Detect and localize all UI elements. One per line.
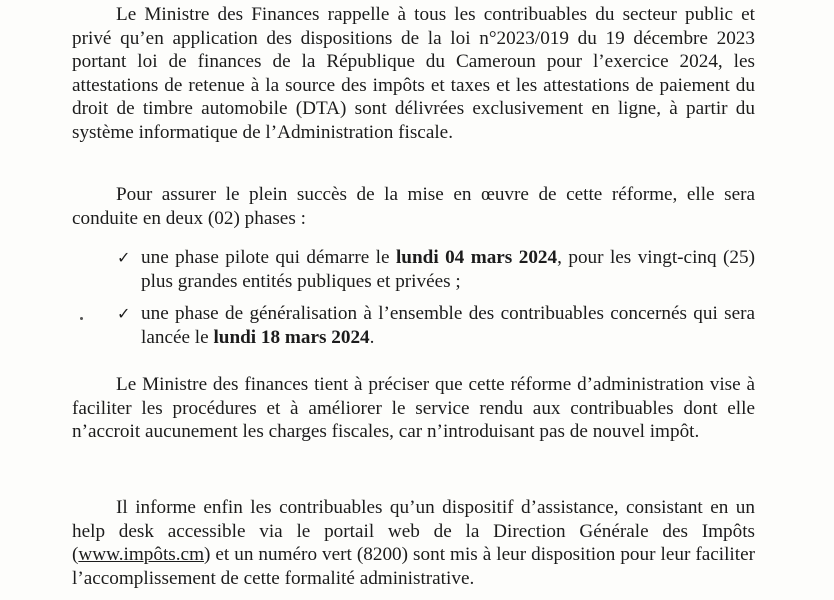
bullet-date: lundi 04 mars 2024	[395, 247, 558, 268]
phase-list	[117, 246, 755, 349]
assistance-text-after: ) et un numéro vert (8200) sont mis à leur disposition pour leur faciliter l’accomplissement de cette formalité administrative.	[72, 544, 755, 589]
bullet-text-before: une phase pilote qui démarre le	[141, 247, 396, 268]
checkmark-icon: ✓	[117, 248, 131, 267]
assistance-text-before: Il informe enfin les contribuables qu’un dispositif d’assistance, consistant en un help desk accessible via le portail web de la Direction Générale des Impôts (	[72, 497, 755, 566]
paragraph-legal-reminder: Le Ministre des Finances rappelle à tous les contribuables du secteur public et privé qu’en application des dispositions de la loi n°2023/019 du 19 décembre 2023 portant loi de finances de la République du Cameroun pour l’exercice 2024, les attestations de retenue à la source des impôts et taxes et les attestations de paiement du droit de timbre automobile (DTA) sont délivrées exclusivement en ligne, à partir du système informatique de l’Administration fiscale.	[72, 4, 755, 143]
list-item-pilot-phase	[117, 246, 755, 293]
paragraph-reform-purpose: Le Ministre des finances tient à préciser que cette réforme d’administration vise à faciliter les procédures et à améliorer le service rendu aux contribuables dont elle n’accroit aucunement les charges fiscales, car n’introduisant pas de nouvel impôt.	[72, 374, 755, 443]
paragraph-phases-intro: Pour assurer le plein succès de la mise en œuvre de cette réforme, elle sera conduite en deux (02) phases :	[72, 184, 755, 229]
list-item-general-phase	[117, 302, 755, 349]
website-link[interactable]: www.impôts.cm	[78, 544, 204, 566]
bullet-text-after: , pour les vingt-cinq (25) plus grandes entités publiques et privées ;	[141, 247, 755, 292]
scan-speck	[80, 317, 83, 320]
bullet-date: lundi 18 mars 2024	[213, 326, 370, 348]
paragraph-assistance	[72, 496, 755, 590]
bullet-text-after: .	[369, 326, 375, 348]
checkmark-icon: ✓	[117, 304, 131, 324]
bullet-text-before: une phase de généralisation à l’ensemble des contribuables concernés qui sera lancée le	[141, 303, 755, 348]
